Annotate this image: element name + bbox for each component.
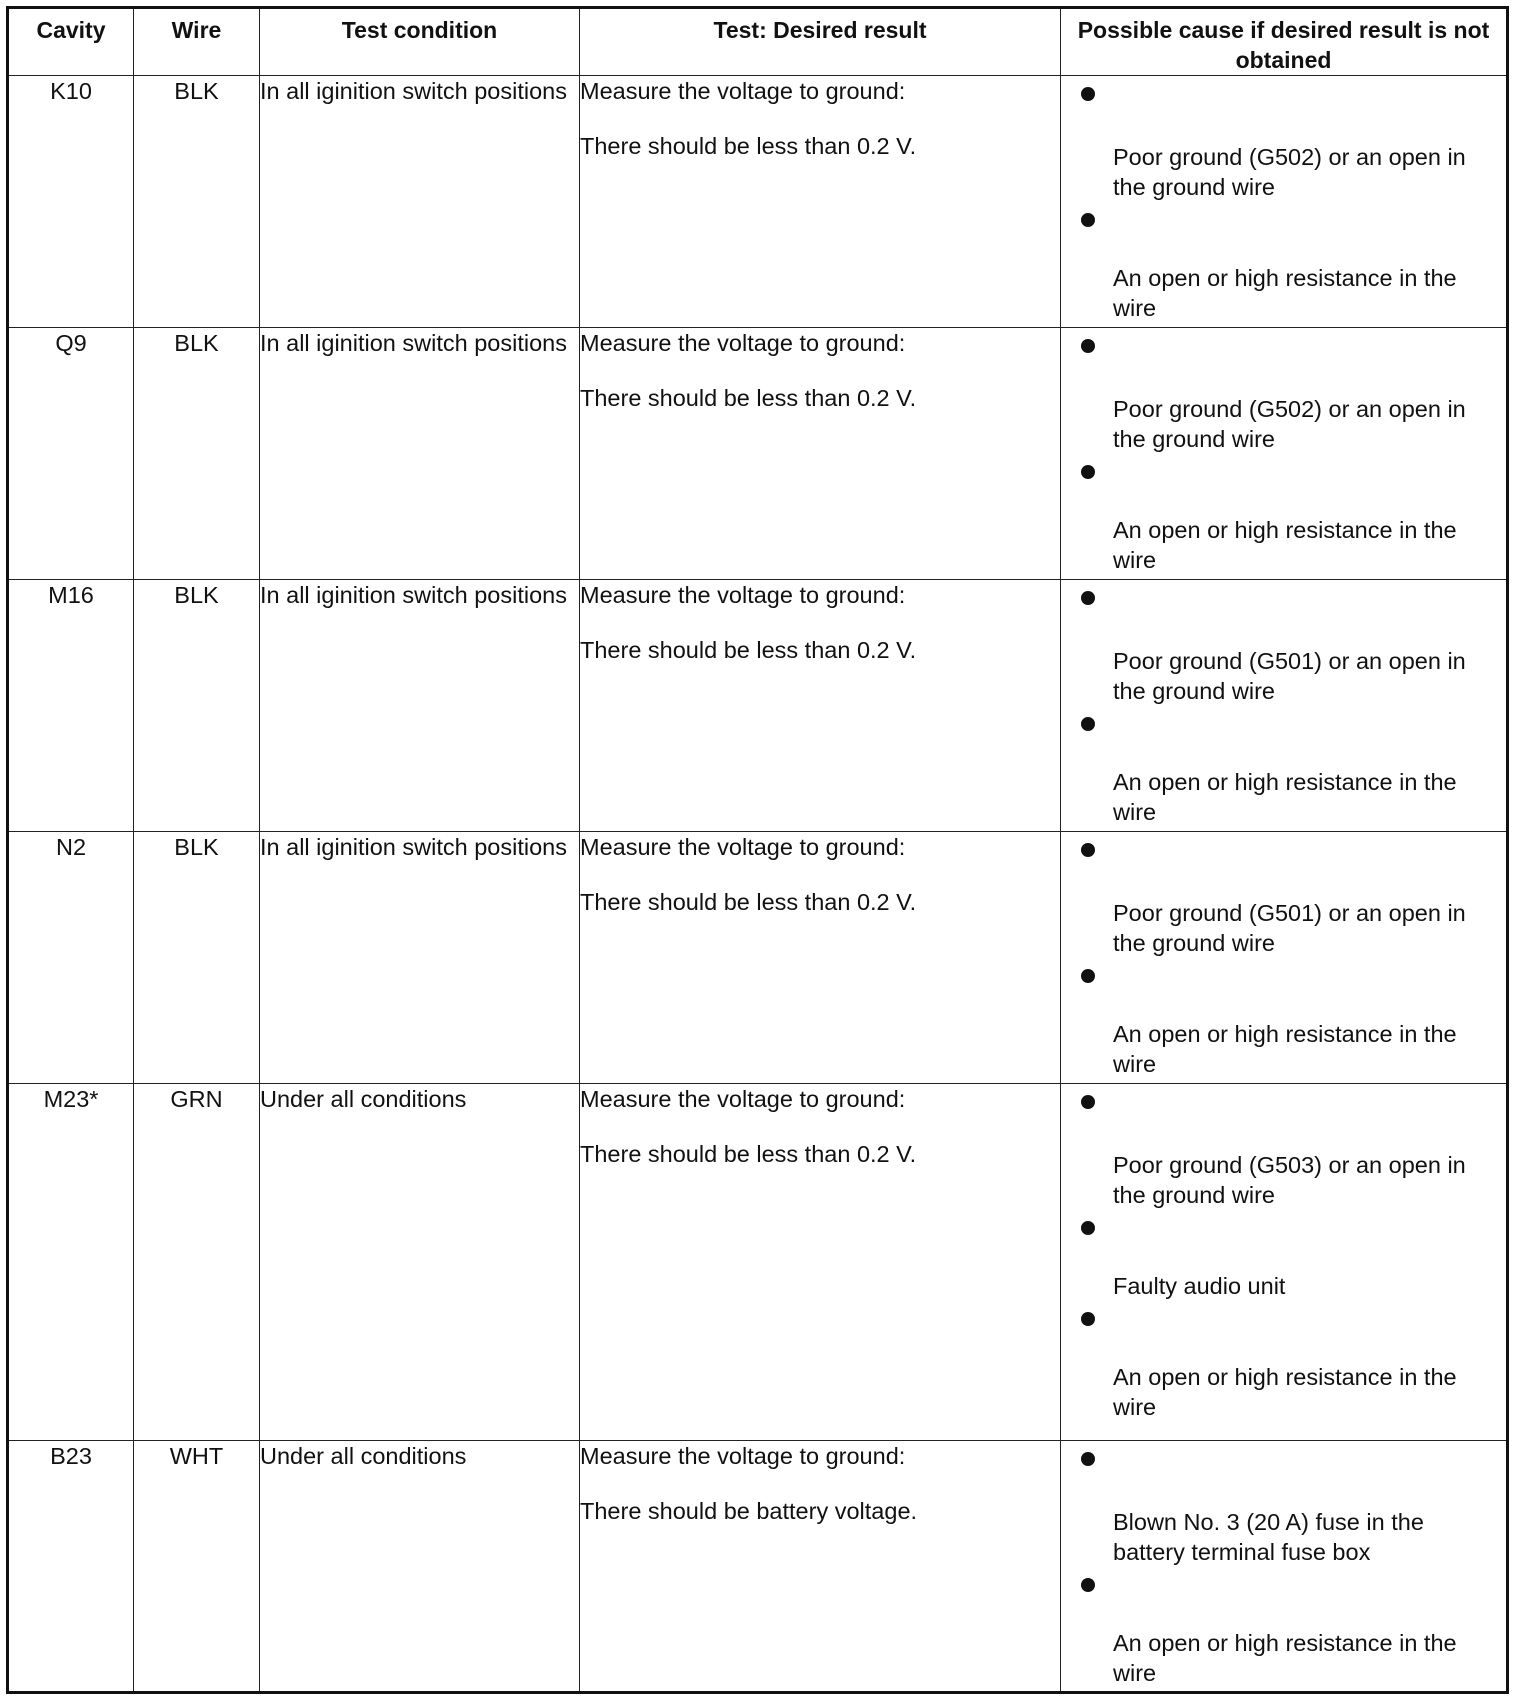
cavity-value: M16 [48, 582, 94, 608]
table-row [8, 76, 1508, 328]
result-expected: There should be battery voltage. [580, 1498, 918, 1524]
cause-text: Poor ground (G503) or an open in the ground wire [1113, 1152, 1466, 1208]
cavity-value: M23* [43, 1086, 99, 1112]
cause-list-item [1061, 328, 1506, 454]
test-condition-text: Under all conditions [260, 1443, 467, 1469]
bullet-icon [1081, 843, 1095, 857]
cavity-cell [8, 580, 134, 832]
test-condition-text: In all iginition switch positions [260, 582, 567, 608]
cavity-cell [8, 832, 134, 1084]
column-header-possible-cause: Possible cause if desired result is not obtained [1061, 8, 1508, 76]
desired-result-cell [580, 328, 1061, 580]
header-row [8, 8, 1508, 76]
cause-text: Faulty audio unit [1113, 1273, 1286, 1299]
cause-list-item [1061, 1301, 1506, 1422]
test-condition-cell [260, 1084, 580, 1441]
bullet-icon [1081, 339, 1095, 353]
test-condition-cell [260, 580, 580, 832]
diagnostic-table [6, 6, 1509, 1694]
cause-text: Poor ground (G502) or an open in the ground wire [1113, 396, 1466, 452]
cavity-value: Q9 [55, 330, 87, 356]
result-expected: There should be less than 0.2 V. [580, 133, 917, 159]
desired-result-cell [580, 1084, 1061, 1441]
possible-cause-cell [1061, 1441, 1508, 1693]
table-row [8, 1441, 1508, 1693]
column-header-desired-result: Test: Desired result [580, 8, 1061, 76]
bullet-icon [1081, 1312, 1095, 1326]
cause-text: An open or high resistance in the wire [1113, 1630, 1457, 1686]
cavity-value: N2 [55, 834, 87, 860]
cause-list-item [1061, 202, 1506, 323]
column-header-test-condition: Test condition [260, 8, 580, 76]
wire-color: BLK [174, 78, 219, 104]
cause-list-item [1061, 76, 1506, 202]
wire-color: GRN [170, 1086, 223, 1112]
test-condition-cell [260, 832, 580, 1084]
cause-text: An open or high resistance in the wire [1113, 1021, 1457, 1077]
possible-cause-cell [1061, 580, 1508, 832]
result-expected: There should be less than 0.2 V. [580, 385, 917, 411]
wire-cell [134, 328, 260, 580]
result-expected: There should be less than 0.2 V. [580, 637, 917, 663]
wire-cell [134, 76, 260, 328]
wire-cell [134, 1441, 260, 1693]
result-instruction: Measure the voltage to ground: [580, 834, 906, 860]
bullet-icon [1081, 465, 1095, 479]
result-instruction: Measure the voltage to ground: [580, 330, 906, 356]
bullet-icon [1081, 213, 1095, 227]
table-body [8, 76, 1508, 1693]
possible-cause-cell [1061, 832, 1508, 1084]
table-row [8, 328, 1508, 580]
bullet-icon [1081, 87, 1095, 101]
cause-text: Poor ground (G501) or an open in the ground wire [1113, 900, 1466, 956]
cause-list-item [1061, 1084, 1506, 1210]
cause-list-item [1061, 1441, 1506, 1567]
desired-result-cell [580, 832, 1061, 1084]
result-instruction: Measure the voltage to ground: [580, 582, 906, 608]
cause-list-item [1061, 1567, 1506, 1688]
test-condition-text: In all iginition switch positions [260, 78, 567, 104]
cause-list-item [1061, 706, 1506, 827]
cause-text: An open or high resistance in the wire [1113, 769, 1457, 825]
cause-list-item [1061, 1210, 1506, 1301]
table-row [8, 832, 1508, 1084]
cavity-value: B23 [50, 1443, 92, 1469]
result-instruction: Measure the voltage to ground: [580, 78, 906, 104]
cavity-cell [8, 1084, 134, 1441]
result-instruction: Measure the voltage to ground: [580, 1086, 906, 1112]
cause-list-item [1061, 580, 1506, 706]
cause-text: An open or high resistance in the wire [1113, 1364, 1457, 1420]
bullet-icon [1081, 717, 1095, 731]
test-condition-cell [260, 76, 580, 328]
cause-text: An open or high resistance in the wire [1113, 265, 1457, 321]
test-condition-cell [260, 328, 580, 580]
cause-text: Poor ground (G502) or an open in the ground wire [1113, 144, 1466, 200]
wire-color: BLK [174, 582, 219, 608]
result-instruction: Measure the voltage to ground: [580, 1443, 906, 1469]
cavity-value: K10 [50, 78, 92, 104]
desired-result-cell [580, 1441, 1061, 1693]
desired-result-cell [580, 76, 1061, 328]
bullet-icon [1081, 1452, 1095, 1466]
cause-text: An open or high resistance in the wire [1113, 517, 1457, 573]
bullet-icon [1081, 1221, 1095, 1235]
bullet-icon [1081, 1095, 1095, 1109]
test-condition-text: In all iginition switch positions [260, 834, 567, 860]
wire-cell [134, 580, 260, 832]
bullet-icon [1081, 969, 1095, 983]
wire-color: BLK [174, 330, 219, 356]
possible-cause-cell [1061, 76, 1508, 328]
column-header-cavity: Cavity [8, 8, 134, 76]
possible-cause-cell [1061, 328, 1508, 580]
wire-cell [134, 832, 260, 1084]
table-row [8, 1084, 1508, 1441]
bullet-icon [1081, 591, 1095, 605]
cause-list-item [1061, 832, 1506, 958]
wire-cell [134, 1084, 260, 1441]
test-condition-cell [260, 1441, 580, 1693]
cavity-cell [8, 328, 134, 580]
cause-text: Poor ground (G501) or an open in the ground wire [1113, 648, 1466, 704]
table-row [8, 580, 1508, 832]
result-expected: There should be less than 0.2 V. [580, 889, 917, 915]
test-condition-text: Under all conditions [260, 1086, 467, 1112]
possible-cause-cell [1061, 1084, 1508, 1441]
cavity-cell [8, 1441, 134, 1693]
test-condition-text: In all iginition switch positions [260, 330, 567, 356]
wire-color: WHT [169, 1443, 224, 1469]
cause-list-item [1061, 958, 1506, 1079]
cavity-cell [8, 76, 134, 328]
cause-list-item [1061, 454, 1506, 575]
cause-text: Blown No. 3 (20 A) fuse in the battery terminal fuse box [1113, 1509, 1424, 1565]
desired-result-cell [580, 580, 1061, 832]
bullet-icon [1081, 1578, 1095, 1592]
column-header-wire: Wire [134, 8, 260, 76]
result-expected: There should be less than 0.2 V. [580, 1141, 917, 1167]
wire-color: BLK [174, 834, 219, 860]
